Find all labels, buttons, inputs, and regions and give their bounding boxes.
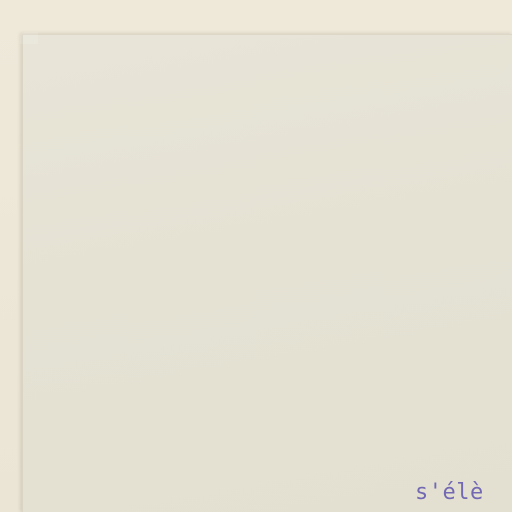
typed-text-fragment: s'élè <box>415 480 484 505</box>
paper-sheet <box>22 34 512 512</box>
paper-corner <box>20 32 38 44</box>
